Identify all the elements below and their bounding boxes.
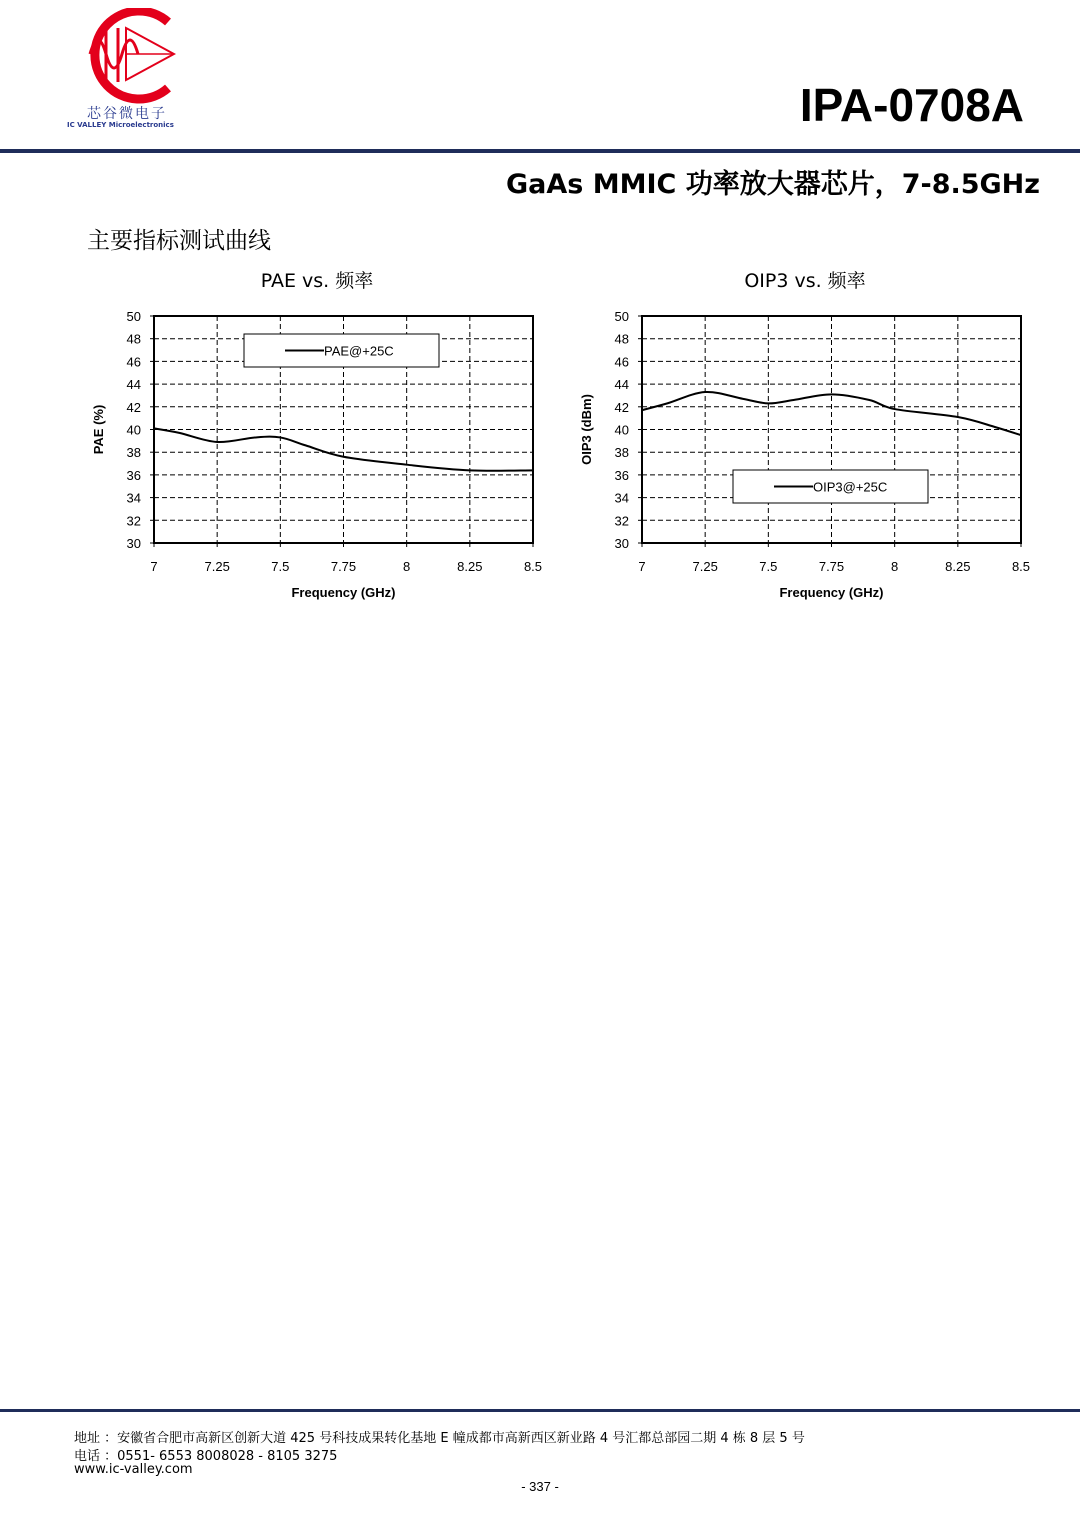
footer-phone: 电话 ：0551- 6553 8008028 - 8105 3275 <box>74 1449 338 1464</box>
x-tick-label: 8 <box>891 559 899 574</box>
y-tick-label: 48 <box>126 331 141 347</box>
logo-english-name: IC VALLEY Microelectronics <box>67 121 174 129</box>
x-tick-label: 7.75 <box>330 559 357 574</box>
y-tick-label: 50 <box>614 309 629 324</box>
x-axis-label: Frequency (GHz) <box>779 585 884 600</box>
footer-divider <box>0 1409 1080 1412</box>
y-tick-label: 32 <box>126 513 141 529</box>
x-axis-label: Frequency (GHz) <box>291 585 396 600</box>
company-logo <box>62 8 192 132</box>
x-tick-label: 7 <box>150 559 158 574</box>
x-tick-label: 8.25 <box>457 559 483 574</box>
y-tick-label: 42 <box>614 399 629 415</box>
y-tick-label: 30 <box>614 536 629 551</box>
y-axis-label: OIP3 (dBm) <box>579 394 594 465</box>
x-tick-label: 7.5 <box>271 559 290 574</box>
x-tick-label: 7.25 <box>692 559 718 574</box>
x-tick-label: 8.5 <box>1011 559 1031 574</box>
chart-title-pae: PAE vs. 频率 <box>260 270 374 292</box>
part-number: IPA-0708A <box>799 79 1024 131</box>
y-tick-label: 46 <box>126 354 141 370</box>
legend-label: PAE@+25C <box>324 343 394 359</box>
page-number: - 337 - <box>521 1479 559 1494</box>
logo-mark-icon <box>76 8 176 104</box>
x-tick-label: 7 <box>638 559 646 574</box>
y-tick-label: 36 <box>126 467 141 483</box>
x-tick-label: 7.75 <box>818 559 845 574</box>
y-tick-label: 40 <box>126 422 141 438</box>
y-tick-label: 50 <box>126 309 141 324</box>
y-tick-label: 38 <box>126 445 141 461</box>
y-tick-label: 46 <box>614 354 629 370</box>
y-tick-label: 44 <box>614 377 629 393</box>
x-tick-label: 7.25 <box>204 559 230 574</box>
logo-chinese-name: 芯谷微电子 <box>87 106 167 122</box>
y-tick-label: 44 <box>126 377 141 393</box>
y-tick-label: 34 <box>614 490 629 506</box>
footer-address: 地址 ：安徽省合肥市高新区创新大道 425 号科技成果转化基地 E 幢成都市高新西区新业路 4 号汇都总部园二期 4 栋 8 层 5 号 <box>74 1431 805 1446</box>
y-tick-label: 48 <box>614 331 629 347</box>
section-title: 主要指标测试曲线 <box>87 228 271 254</box>
oip3-chart <box>568 300 1048 610</box>
x-tick-label: 8.5 <box>523 559 543 574</box>
x-tick-label: 8 <box>403 559 411 574</box>
chart-title-oip3: OIP3 vs. 频率 <box>744 270 866 292</box>
y-tick-label: 36 <box>614 467 629 483</box>
y-tick-label: 38 <box>614 445 629 461</box>
footer-website[interactable]: www.ic-valley.com <box>74 1462 193 1477</box>
y-axis-label: PAE (%) <box>91 404 106 455</box>
pae-chart <box>80 300 560 610</box>
product-subtitle: GaAs MMIC 功率放大器芯片，7-8.5GHz <box>505 169 1040 200</box>
y-tick-label: 32 <box>614 513 629 529</box>
x-tick-label: 7.5 <box>759 559 778 574</box>
y-tick-label: 30 <box>126 536 141 551</box>
y-tick-label: 40 <box>614 422 629 438</box>
x-tick-label: 8.25 <box>945 559 971 574</box>
y-tick-label: 42 <box>126 399 141 415</box>
header-divider <box>0 149 1080 153</box>
y-tick-label: 34 <box>126 490 141 506</box>
legend-label: OIP3@+25C <box>813 479 888 495</box>
